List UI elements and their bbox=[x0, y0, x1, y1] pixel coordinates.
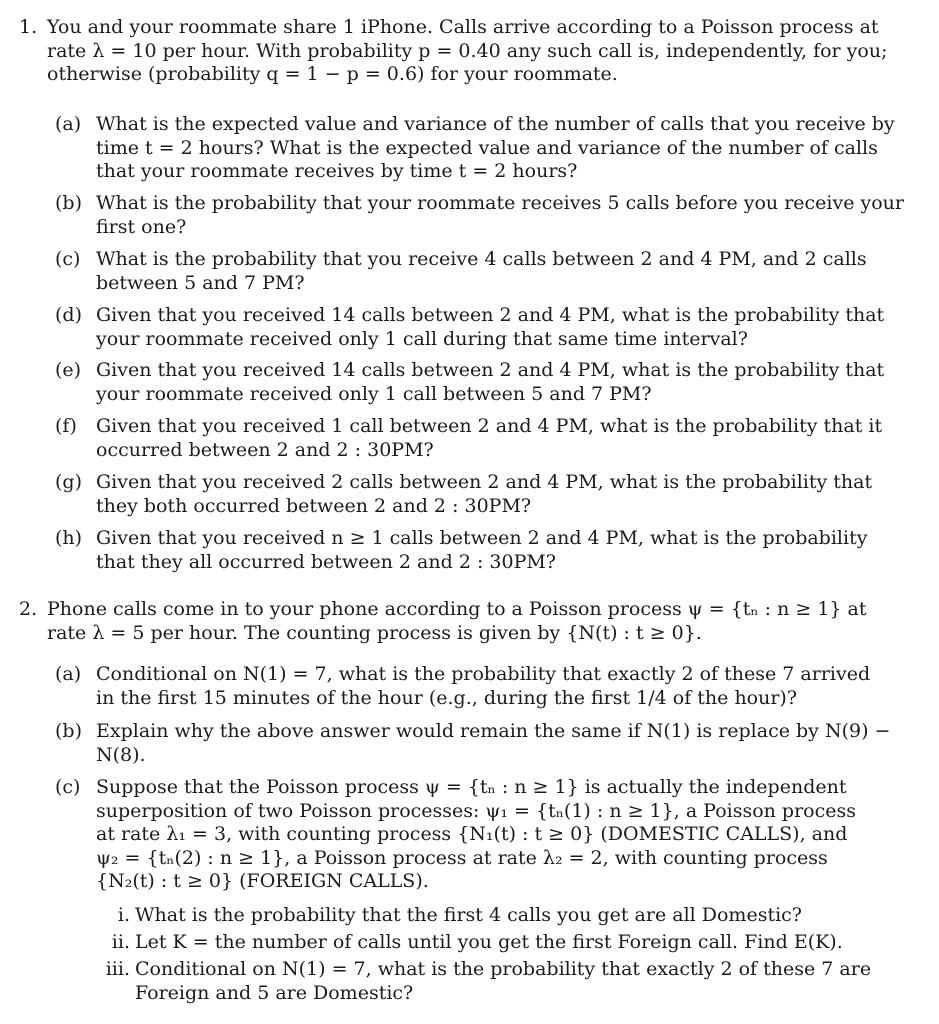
part-label: (a) bbox=[55, 663, 82, 685]
problem-number: 2. bbox=[19, 598, 38, 620]
part-line: What is the expected value and variance of the number of calls that you receive by bbox=[96, 113, 895, 135]
subpart-text bbox=[135, 930, 895, 954]
part-line: superposition of two Poisson processes: ψ₁ = {tₙ(1) : n ≥ 1}, a Poisson process bbox=[96, 799, 856, 822]
part-line: in the first 15 minutes of the hour (e.g., during the first 1/4 of the hour)? bbox=[96, 686, 798, 709]
part-label: (a) bbox=[55, 113, 82, 135]
part-line: What is the probability that you receive 4 calls between 2 and 4 PM, and 2 calls bbox=[96, 248, 867, 270]
part-label: (b) bbox=[55, 192, 82, 214]
part-line: Given that you received n ≥ 1 calls between 2 and 4 PM, what is the probability bbox=[96, 527, 868, 549]
part-line: first one? bbox=[96, 215, 187, 238]
part-line: your roommate received only 1 call between 5 and 7 PM? bbox=[96, 382, 652, 405]
subpart-line: Foreign and 5 are Domestic? bbox=[135, 982, 414, 1004]
part-line: between 5 and 7 PM? bbox=[96, 271, 305, 294]
part-line: time t = 2 hours? What is the expected value and variance of the number of calls bbox=[96, 136, 878, 159]
part-line: Given that you received 14 calls between 2 and 4 PM, what is the probability that bbox=[96, 304, 885, 326]
part-line: ψ₂ = {tₙ(2) : n ≥ 1}, a Poisson process at rate λ₂ = 2, with counting process bbox=[96, 846, 828, 869]
statement-line: rate λ = 5 per hour. The counting process is given by {N(t) : t ≥ 0}. bbox=[47, 621, 702, 644]
problem-statement bbox=[47, 598, 892, 645]
part-label: (c) bbox=[55, 776, 81, 798]
part-text bbox=[96, 248, 893, 295]
subpart-label: i. bbox=[117, 904, 130, 926]
part-label: (c) bbox=[55, 248, 81, 270]
subpart-line: What is the probability that the first 4 calls you get are all Domestic? bbox=[135, 904, 802, 926]
part-line: Suppose that the Poisson process ψ = {tₙ : n ≥ 1} is actually the independent bbox=[96, 776, 847, 798]
part-text bbox=[96, 776, 893, 894]
part-label: (d) bbox=[55, 304, 82, 326]
part-line: occurred between 2 and 2 : 30PM? bbox=[96, 438, 434, 461]
part-text bbox=[96, 415, 893, 462]
problem-number: 1. bbox=[19, 16, 38, 38]
part-text bbox=[96, 527, 893, 574]
part-line: Conditional on N(1) = 7, what is the probability that exactly 2 of these 7 arrived bbox=[96, 663, 871, 685]
part-text bbox=[96, 359, 893, 406]
part-label: (g) bbox=[55, 471, 82, 493]
part-line: {N₂(t) : t ≥ 0} (FOREIGN CALLS). bbox=[96, 870, 429, 892]
statement-line: otherwise (probability q = 1 − p = 0.6) for your roommate. bbox=[47, 63, 618, 85]
part-text bbox=[96, 720, 893, 767]
part-line: N(8). bbox=[96, 743, 146, 766]
part-line: Explain why the above answer would remain the same if N(1) is replace by N(9) − bbox=[96, 720, 891, 742]
subpart-line: Let K = the number of calls until you get the first Foreign call. Find E(K). bbox=[135, 931, 843, 953]
part-line: that they all occurred between 2 and 2 : 30PM? bbox=[96, 550, 556, 573]
part-line: What is the probability that your roommate receives 5 calls before you receive your bbox=[96, 192, 905, 214]
statement-line: You and your roommate share 1 iPhone. Calls arrive according to a Poisson process at bbox=[47, 16, 879, 38]
problem-statement bbox=[47, 16, 892, 87]
subpart-text bbox=[135, 957, 895, 1005]
part-line: at rate λ₁ = 3, with counting process {N₁(t) : t ≥ 0} (DOMESTIC CALLS), and bbox=[96, 823, 848, 845]
subpart-text bbox=[135, 903, 895, 927]
part-line: your roommate received only 1 call during that same time interval? bbox=[96, 327, 748, 350]
part-line: they both occurred between 2 and 2 : 30PM? bbox=[96, 494, 532, 517]
subpart-line: Conditional on N(1) = 7, what is the probability that exactly 2 of these 7 are bbox=[135, 958, 872, 980]
part-text bbox=[96, 113, 893, 184]
part-line: that your roommate receives by time t = 2 hours? bbox=[96, 160, 578, 182]
part-label: (b) bbox=[55, 720, 82, 742]
subpart-label: iii. bbox=[105, 958, 130, 980]
part-line: Given that you received 1 call between 2 and 4 PM, what is the probability that it bbox=[96, 415, 883, 437]
part-line: Given that you received 14 calls between 2 and 4 PM, what is the probability that bbox=[96, 359, 885, 381]
part-label: (h) bbox=[55, 527, 83, 549]
subpart-label: ii. bbox=[111, 931, 130, 953]
part-text bbox=[96, 192, 905, 239]
part-line: Given that you received 2 calls between 2 and 4 PM, what is the probability that bbox=[96, 471, 873, 493]
part-text bbox=[96, 471, 893, 518]
part-text bbox=[96, 663, 893, 710]
statement-line: Phone calls come in to your phone according to a Poisson process ψ = {tₙ : n ≥ 1} at bbox=[47, 598, 867, 620]
statement-line: rate λ = 10 per hour. With probability p = 0.40 any such call is, independently, for you; bbox=[47, 39, 888, 62]
part-label: (e) bbox=[55, 359, 82, 381]
part-label: (f) bbox=[55, 415, 77, 437]
part-text bbox=[96, 304, 893, 351]
